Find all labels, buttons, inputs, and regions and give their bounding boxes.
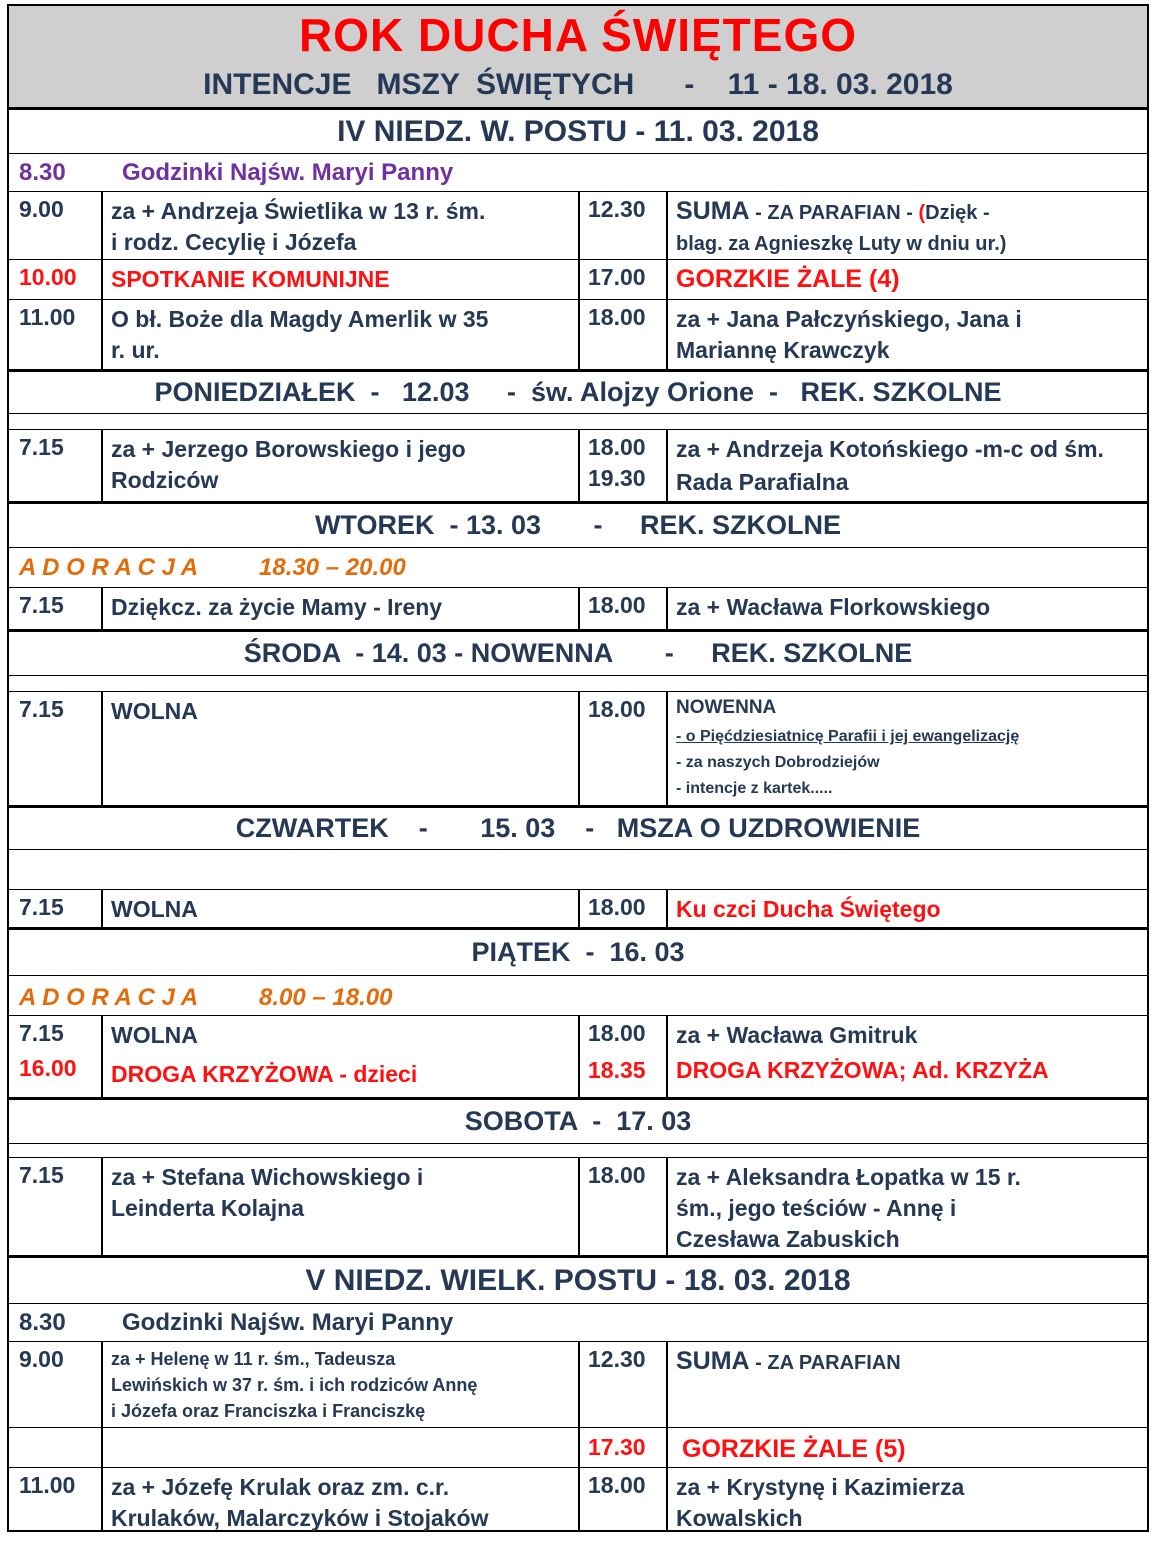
mass-row [9,192,1147,260]
mass-row [9,890,1147,930]
page-subtitle: INTENCJE MSZY ŚWIĘTYCH - 11 - 18. 03. 2018 [203,68,953,101]
mass-time: 11.00 [19,304,76,330]
mass-intention: SUMA - ZA PARAFIAN [666,1342,1147,1427]
day-heading-thursday: CZWARTEK - 15. 03 - MSZA O UZDROWIENIE [9,808,1147,850]
adoracja-time: 18.30 – 20.00 [259,554,406,581]
godzinki-time: 8.30 [19,1309,66,1336]
mass-time: 18.00 [578,1468,666,1530]
mass-intention: za + Helenę w 11 r. śm., Tadeusza Lewińskich w 37 r. śm. i ich rodziców Annę i Józefa oraz Franciszka i Franciszkę [101,1342,578,1427]
mass-row [9,692,1147,808]
mass-time: 18.00 [578,588,666,629]
mass-time: 18.00 [578,1158,666,1255]
spacer-row [9,414,1147,430]
mass-intention: za + Andrzeja Świetlika w 13 r. śm. i rodz. Cecylię i Józefa [101,192,578,259]
godzinki-row [9,1304,1147,1342]
mass-time: 9.00 [19,1346,64,1372]
mass-row [9,1016,1147,1100]
spacer-row [9,676,1147,692]
mass-time: 9.00 [19,196,64,222]
adoracja-label: A D O R A C J A [19,984,199,1011]
mass-time: 18.00 19.30 [578,430,666,501]
mass-intention: O bł. Boże dla Magdy Amerlik w 35 r. ur. [101,300,578,369]
day-heading-saturday: SOBOTA - 17. 03 [9,1100,1147,1144]
mass-time: 10.00 [19,264,77,290]
mass-intention: WOLNA [101,890,578,927]
godzinki-label: Godzinki Najśw. Maryi Panny [122,159,454,186]
mass-intention: za + Jerzego Borowskiego i jego Rodziców [101,430,578,501]
mass-time: 17.30 [578,1428,666,1467]
godzinki-time: 8.30 [19,159,66,186]
mass-time: 7.15 [19,1162,64,1188]
mass-intention: Ku czci Ducha Świętego [666,890,1147,927]
mass-intention: SPOTKANIE KOMUNIJNE [101,260,578,299]
intentions-page [7,4,1149,1532]
mass-intention: za + Wacława Gmitruk DROGA KRZYŻOWA; Ad. KRZYŻA [666,1016,1147,1097]
mass-row [9,1468,1147,1530]
mass-intention: za + Wacława Florkowskiego [666,588,1147,629]
mass-time: 12.30 [578,192,666,259]
mass-intention: za + Józefę Krulak oraz zm. c.r. Krulaków, Malarczyków i Stojaków [101,1468,578,1530]
mass-time: 12.30 [578,1342,666,1427]
day-heading-monday: PONIEDZIAŁEK - 12.03 - św. Alojzy Orione - REK. SZKOLNE [9,372,1147,414]
adoracja-label: A D O R A C J A [19,554,199,581]
mass-row [9,430,1147,504]
novena-item: - o Pięćdziesiatnicę Parafii i jej ewangelizację [676,728,1020,745]
mass-row [9,1342,1147,1428]
mass-time: 7.15 [19,434,64,460]
mass-intention: GORZKIE ŻALE (5) [666,1428,1147,1467]
mass-time: 11.00 [19,1472,76,1498]
spacer-row [9,850,1147,890]
novena-intentions: NOWENNA - o Pięćdziesiatnicę Parafii i jej ewangelizację - za naszych Dobrodziejów - intencje z kartek..... [666,692,1147,805]
mass-intention [101,1428,578,1467]
godzinki-row [9,154,1147,192]
novena-item: - intencje z kartek..... [676,780,833,797]
mass-intention: GORZKIE ŻALE (4) [666,260,1147,299]
mass-row [9,300,1147,372]
mass-time: 7.15 [19,894,64,920]
mass-time: 18.00 18.35 [578,1016,666,1097]
adoracja-row [9,548,1147,588]
page-title: ROK DUCHA ŚWIĘTEGO [298,9,858,61]
day-heading-sunday1: IV NIEDZ. W. POSTU - 11. 03. 2018 [9,110,1147,154]
mass-time: 7.15 [19,696,64,722]
mass-intention: za + Andrzeja Kotońskiego -m-c od śm. Rada Parafialna [666,430,1147,501]
mass-row [9,1158,1147,1258]
spacer-row [9,1144,1147,1158]
day-heading-tuesday: WTOREK - 13. 03 - REK. SZKOLNE [9,504,1147,548]
mass-intention: SUMA - ZA PARAFIAN - (Dzięk - blag. za Agnieszkę Luty w dniu ur.) [666,192,1147,259]
day-heading-sunday2: V NIEDZ. WIELK. POSTU - 18. 03. 2018 [9,1258,1147,1304]
mass-intention: za + Stefana Wichowskiego i Leinderta Kolajna [101,1158,578,1255]
page-header [9,6,1147,110]
mass-row [9,260,1147,300]
day-heading-wednesday: ŚRODA - 14. 03 - NOWENNA - REK. SZKOLNE [9,632,1147,676]
novena-item: - za naszych Dobrodziejów [676,754,880,771]
adoracja-time: 8.00 – 18.00 [259,984,393,1011]
mass-time: 17.00 [578,260,666,299]
adoracja-row [9,976,1147,1016]
mass-intention: za + Aleksandra Łopatka w 15 r. śm., jego teściów - Annę i Czesława Zabuskich [666,1158,1147,1255]
mass-time [9,1428,101,1467]
mass-time: 18.00 [578,890,666,927]
mass-row [9,588,1147,632]
mass-time: 7.15 [19,592,64,618]
mass-intention: za + Krystynę i Kazimierza Kowalskich [666,1468,1147,1530]
mass-time: 7.15 16.00 [19,1020,77,1081]
mass-intention: WOLNA [101,692,578,805]
mass-intention: za + Jana Pałczyńskiego, Jana i Mariannę Krawczyk [666,300,1147,369]
mass-time: 18.00 [578,300,666,369]
day-heading-friday: PIĄTEK - 16. 03 [9,930,1147,976]
mass-intention: Dziękcz. za życie Mamy - Ireny [101,588,578,629]
godzinki-label: Godzinki Najśw. Maryi Panny [122,1309,454,1336]
mass-row [9,1428,1147,1468]
mass-time: 18.00 [578,692,666,805]
mass-intention: WOLNA DROGA KRZYŻOWA - dzieci [101,1016,578,1097]
